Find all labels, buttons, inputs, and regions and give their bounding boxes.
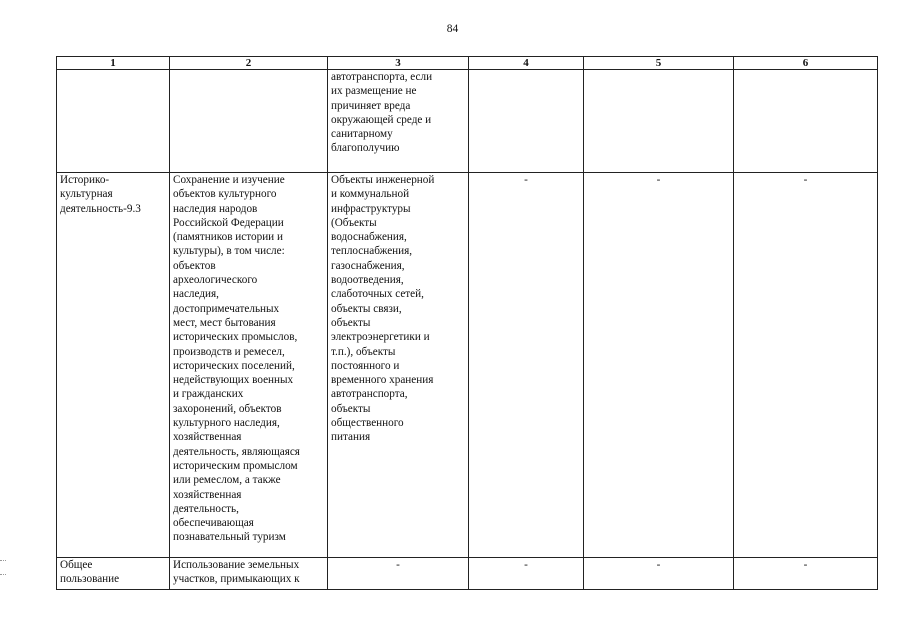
cell-line: или ремеслом, а также	[173, 474, 281, 487]
cell-line: (памятников истории и	[173, 231, 283, 244]
scan-margin-mark	[0, 560, 6, 561]
cell-line: деятельность, являющаяся	[173, 445, 300, 458]
row-continuation-col-2	[170, 70, 328, 173]
cell-line: санитарному	[331, 128, 393, 141]
cell-line: производств и ремесел,	[173, 345, 285, 358]
cell-line: хозяйственная	[173, 488, 242, 501]
header-col-6: 6	[734, 57, 878, 70]
land-use-table	[56, 56, 878, 590]
row-continuation-col-4	[469, 70, 584, 173]
hist-col-4: -	[469, 173, 584, 558]
cell-line: их размещение не	[331, 85, 417, 98]
cell-line: пользование	[60, 573, 120, 586]
general-col-4: -	[469, 558, 584, 590]
cell-line: водоотведения,	[331, 274, 404, 287]
cell-line: благополучию	[331, 142, 400, 155]
row-continuation-permitted-uses	[328, 70, 469, 173]
cell-line: теплоснабжения,	[331, 245, 413, 258]
header-col-5: 5	[584, 57, 734, 70]
header-row	[57, 57, 878, 70]
cell-line: окружающей среде и	[331, 113, 432, 126]
cell-line: археологического	[173, 274, 258, 287]
scan-margin-mark	[0, 574, 6, 575]
use-type-description	[170, 173, 328, 558]
cell-line: и гражданских	[173, 388, 244, 401]
cell-line: культурного наследия,	[173, 417, 280, 430]
cell-line: объекты	[331, 316, 371, 329]
general-col-5: -	[584, 558, 734, 590]
cell-line: объекты	[331, 402, 371, 415]
header-col-3: 3	[328, 57, 469, 70]
cell-line: историческим промыслом	[173, 459, 298, 472]
row-continuation-col-6	[734, 70, 878, 173]
cell-line: захоронений, объектов	[173, 402, 282, 415]
cell-line: питания	[331, 431, 371, 444]
cell-line: Историко-	[60, 174, 110, 186]
cell-line: деятельность-9.3	[60, 202, 141, 215]
cell-line: инфраструктуры	[331, 202, 411, 215]
general-use-description	[170, 558, 328, 590]
cell-line: газоснабжения,	[331, 259, 405, 272]
cell-line: культурная	[60, 188, 113, 201]
cell-line: участков, примыкающих к	[173, 573, 300, 586]
general-col-6: -	[734, 558, 878, 590]
cell-line: Использование земельных	[173, 559, 300, 571]
cell-line: и коммунальной	[331, 188, 410, 201]
general-use-name	[57, 558, 170, 590]
cell-line: наследия,	[173, 288, 219, 301]
cell-line: исторических промыслов,	[173, 331, 298, 344]
cell-line: слаботочных сетей,	[331, 288, 424, 301]
header-col-2: 2	[170, 57, 328, 70]
cell-line: Российской Федерации	[173, 216, 284, 229]
general-col-3: -	[328, 558, 469, 590]
cell-line: общественного	[331, 417, 404, 430]
cell-line: объектов культурного	[173, 188, 277, 201]
cell-line: исторических поселений,	[173, 359, 295, 372]
row-continuation-col-5	[584, 70, 734, 173]
hist-col-5: -	[584, 173, 734, 558]
auxiliary-uses	[328, 173, 469, 558]
cell-line: мест, мест бытования	[173, 316, 276, 329]
cell-line: причиняет вреда	[331, 99, 411, 112]
cell-line: объектов	[173, 259, 216, 272]
cell-line: временного хранения	[331, 374, 434, 387]
cell-line: водоснабжения,	[331, 231, 407, 244]
header-col-1: 1	[57, 57, 170, 70]
cell-line: Сохранение и изучение	[173, 174, 285, 186]
table-row-historical-cultural	[57, 173, 878, 558]
cell-line: Общее	[60, 559, 93, 571]
hist-col-6: -	[734, 173, 878, 558]
cell-line: т.п.), объекты	[331, 345, 396, 358]
cell-line: недействующих военных	[173, 374, 294, 387]
cell-line: (Объекты	[331, 216, 377, 229]
table-row-continuation	[57, 70, 878, 173]
cell-line: хозяйственная	[173, 431, 242, 444]
cell-line: постоянного и	[331, 359, 400, 372]
cell-line: достопримечательных	[173, 302, 280, 315]
cell-line: автотранспорта,	[331, 388, 408, 401]
row-continuation-col-1	[57, 70, 170, 173]
header-col-4: 4	[469, 57, 584, 70]
cell-line: автотранспорта, если	[331, 71, 433, 83]
cell-line: познавательный туризм	[173, 531, 286, 544]
cell-line: обеспечивающая	[173, 517, 254, 530]
cell-line: наследия народов	[173, 202, 258, 215]
page-number: 84	[446, 23, 459, 35]
cell-line: деятельность,	[173, 502, 239, 515]
use-type-name	[57, 173, 170, 558]
cell-line: электроэнергетики и	[331, 331, 430, 344]
cell-line: объекты связи,	[331, 302, 402, 315]
table-row-general-use	[57, 558, 878, 590]
cell-line: Объекты инженерной	[331, 174, 435, 186]
cell-line: культуры), в том числе:	[173, 245, 285, 258]
